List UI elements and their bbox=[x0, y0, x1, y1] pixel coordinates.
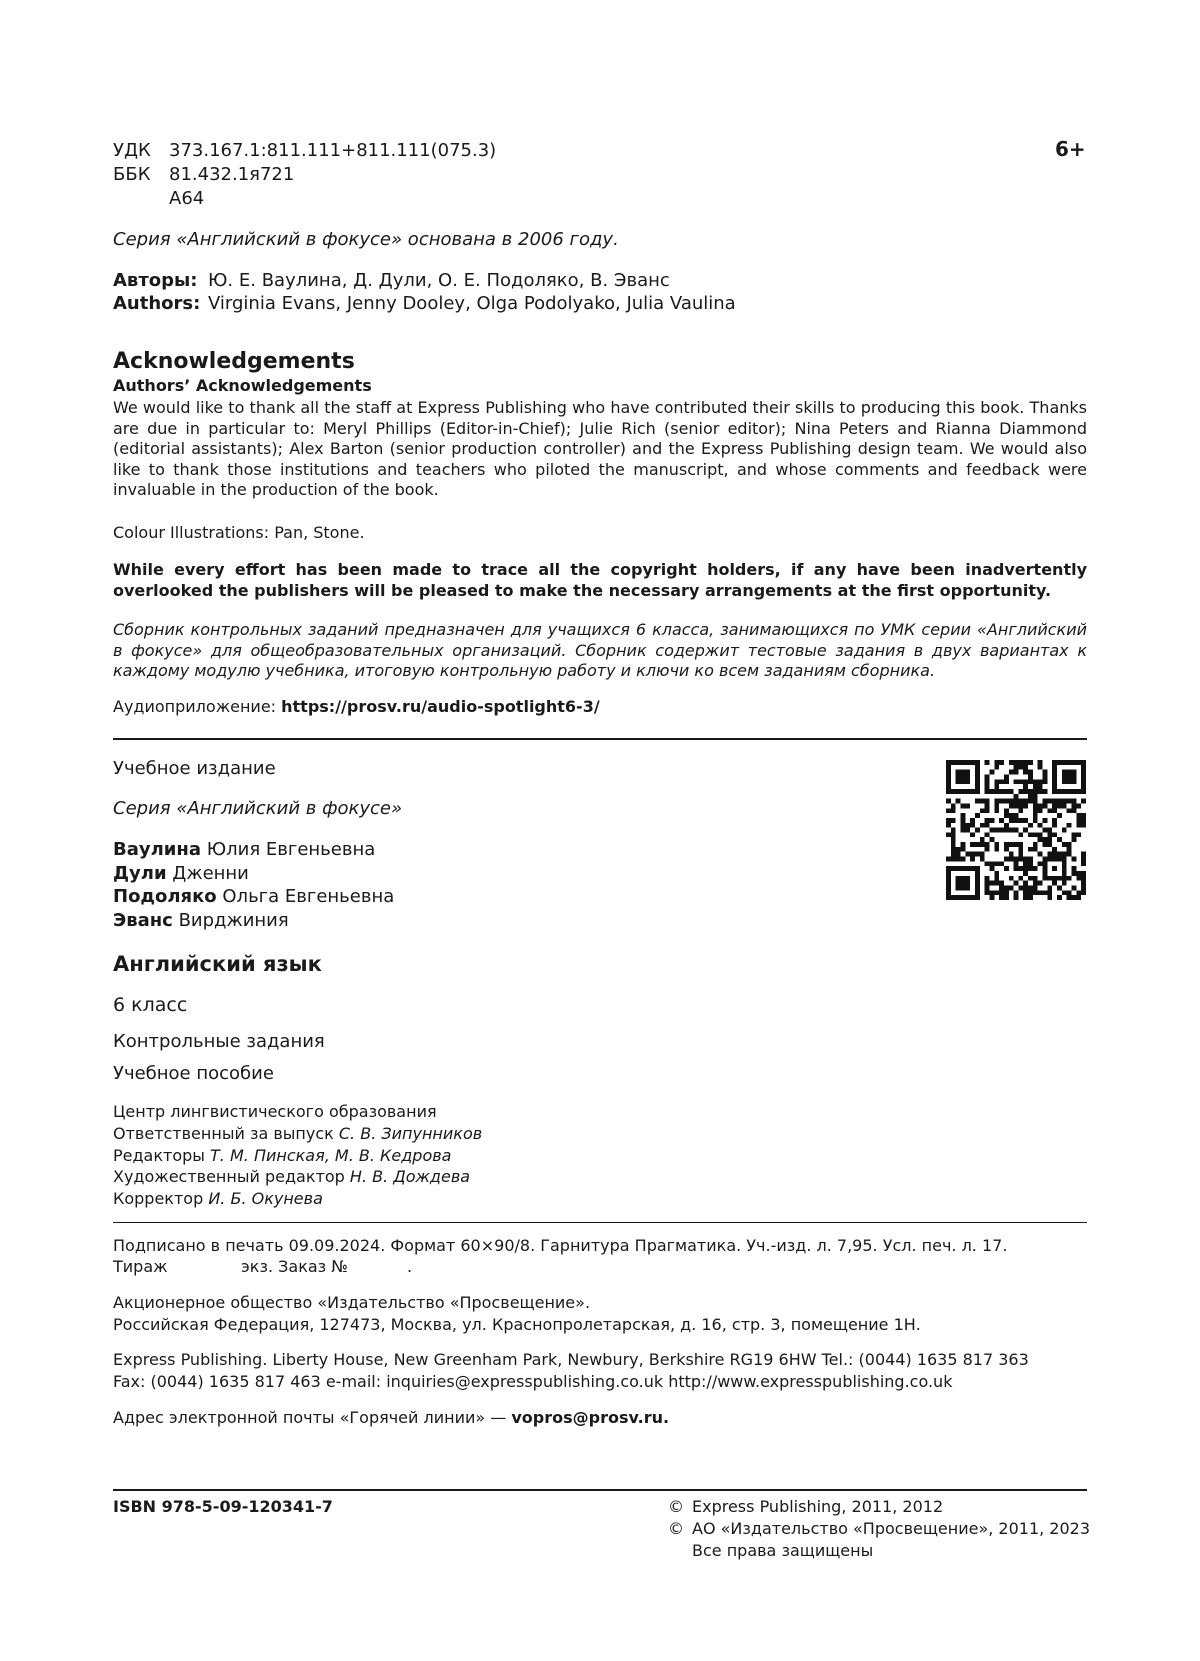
authors-ru-value: Ю. Е. Ваулина, Д. Дули, О. Е. Подоляко, В. Эванс bbox=[208, 270, 670, 291]
copyright-express-text: Express Publishing, 2011, 2012 bbox=[692, 1497, 944, 1516]
print-run-label: Тираж bbox=[113, 1257, 168, 1276]
isbn: ISBN 978-5-09-120341-7 bbox=[113, 1497, 333, 1516]
corrector-name: И. Б. Окунева bbox=[208, 1189, 323, 1208]
audio-link[interactable]: https://prosv.ru/audio-spotlight6-3/ bbox=[281, 697, 600, 716]
responsible-name: С. В. Зипунников bbox=[338, 1124, 483, 1143]
audio-label: Аудиоприложение: bbox=[113, 697, 282, 716]
person-line bbox=[113, 862, 249, 885]
copyright-icon: © bbox=[668, 1519, 684, 1538]
person-surname: Ваулина bbox=[113, 839, 201, 860]
responsible-label: Ответственный за выпуск bbox=[113, 1124, 339, 1143]
book-type: Контрольные задания bbox=[113, 1031, 325, 1052]
art-editor-name: Н. В. Дождева bbox=[349, 1167, 471, 1186]
copyright-prosv bbox=[668, 1519, 1090, 1540]
editors-line bbox=[113, 1146, 451, 1167]
publisher-address: Российская Федерация, 127473, Москва, ул. Краснопролетарская, д. 16, стр. 3, помещение 1Н. bbox=[113, 1315, 921, 1334]
authors-en bbox=[113, 292, 736, 315]
publisher-name: Акционерное общество «Издательство «Просвещение». bbox=[113, 1293, 591, 1312]
person-surname: Подоляко bbox=[113, 886, 217, 907]
editors-label: Редакторы bbox=[113, 1146, 211, 1165]
person-name: Ольга Евгеньевна bbox=[216, 886, 395, 907]
copyright-express bbox=[668, 1497, 943, 1518]
corrector-line bbox=[113, 1189, 323, 1210]
print-info-line: Подписано в печать 09.09.2024. Формат 60×90/8. Гарнитура Прагматика. Уч.-изд. л. 7,95. Усл. печ. л. 17. bbox=[113, 1236, 1008, 1255]
rights-reserved: Все права защищены bbox=[692, 1541, 874, 1560]
audio-line bbox=[113, 697, 600, 718]
person-surname: Дули bbox=[113, 863, 167, 884]
grade: 6 класс bbox=[113, 994, 188, 1016]
person-name: Юлия Евгеньевна bbox=[200, 839, 376, 860]
bbk-line bbox=[113, 163, 294, 186]
qr-code-icon bbox=[946, 760, 1086, 900]
print-run-line bbox=[113, 1257, 412, 1278]
art-editor-label: Художественный редактор bbox=[113, 1167, 350, 1186]
copyright-prosv-text: АО «Издательство «Просвещение», 2011, 2023 bbox=[692, 1519, 1091, 1538]
express-contacts: Fax: (0044) 1635 817 463 e-mail: inquiries@expresspublishing.co.uk http://www.expresspublishing.co.uk bbox=[113, 1372, 953, 1391]
bbk-value: 81.432.1я721 bbox=[169, 164, 295, 185]
acknowledgements-subheading: Authors’ Acknowledgements bbox=[113, 376, 372, 395]
copyright-icon: © bbox=[668, 1497, 684, 1516]
udk-value: 373.167.1:811.111+811.111(075.3) bbox=[169, 140, 497, 161]
divider-bottom bbox=[113, 1489, 1087, 1491]
series-note: Серия «Английский в фокусе» основана в 2006 году. bbox=[113, 229, 619, 250]
authors-en-value: Virginia Evans, Jenny Dooley, Olga Podolyako, Julia Vaulina bbox=[208, 293, 736, 314]
bbk-label: ББК bbox=[113, 164, 151, 185]
udk-label: УДК bbox=[113, 140, 151, 161]
hotline-label: Адрес электронной почты «Горячей линии» — bbox=[113, 1408, 512, 1427]
acknowledgements-body: We would like to thank all the staff at Express Publishing who have contributed their skills to producing this book. Thanks are due in particular to: Meryl Phillips (Editor-in-Chief); Julie Rich (senior editor); Nina Peters and Rianna Diammond (editorial assistants); Alex Barton (senior production controller) and the Express Publishing design team. We would also like to thank those institutions and teachers who piloted the manuscript, and whose comments and feedback were invaluable in the production of the book. bbox=[113, 398, 1087, 499]
person-name: Дженни bbox=[166, 863, 249, 884]
hotline-email[interactable]: vopros@prosv.ru. bbox=[511, 1408, 670, 1427]
age-rating: 6+ bbox=[1055, 137, 1086, 161]
authors-en-label: Authors: bbox=[113, 293, 201, 314]
book-kind: Учебное пособие bbox=[113, 1063, 274, 1084]
illustrations-credit: Colour Illustrations: Pan, Stone. bbox=[113, 523, 365, 542]
person-line bbox=[113, 885, 394, 908]
person-surname: Эванс bbox=[113, 910, 173, 931]
author-mark: А64 bbox=[169, 188, 205, 209]
udk-line bbox=[113, 139, 496, 162]
person-name: Вирджиния bbox=[172, 910, 289, 931]
acknowledgements-heading: Acknowledgements bbox=[113, 349, 355, 374]
divider-top bbox=[113, 738, 1087, 740]
subject-title: Английский язык bbox=[113, 952, 322, 976]
imprint-series: Серия «Английский в фокусе» bbox=[113, 798, 403, 819]
hotline-line bbox=[113, 1408, 669, 1429]
book-description: Сборник контрольных заданий предназначен для учащихся 6 класса, занимающихся по УМК серии «Английский в фокусе» для общеобразовательных организаций. Сборник содержит тестовые задания в двух вариантах к каждому модулю учебника, итоговую контрольную работу и ключи ко всем заданиям сборника. bbox=[113, 620, 1087, 680]
responsible-line bbox=[113, 1124, 482, 1145]
order-end: . bbox=[407, 1257, 413, 1276]
authors-ru bbox=[113, 269, 670, 292]
center-name: Центр лингвистического образования bbox=[113, 1102, 437, 1121]
divider-middle bbox=[113, 1222, 1087, 1223]
copyright-notice: While every effort has been made to trace all the copyright holders, if any have been inadvertently overlooked the publishers will be pleased to make the necessary arrangements at the first opportunity. bbox=[113, 560, 1087, 600]
editors-name: Т. М. Пинская, М. В. Кедрова bbox=[210, 1146, 452, 1165]
order-label: экз. Заказ № bbox=[241, 1257, 348, 1276]
corrector-label: Корректор bbox=[113, 1189, 209, 1208]
edition-type: Учебное издание bbox=[113, 758, 276, 779]
person-line bbox=[113, 838, 375, 861]
authors-ru-label: Авторы: bbox=[113, 270, 198, 291]
person-line bbox=[113, 909, 289, 932]
art-editor-line bbox=[113, 1167, 470, 1188]
express-address: Express Publishing. Liberty House, New Greenham Park, Newbury, Berkshire RG19 6HW Tel.: (0044) 1635 817 363 bbox=[113, 1350, 1029, 1369]
